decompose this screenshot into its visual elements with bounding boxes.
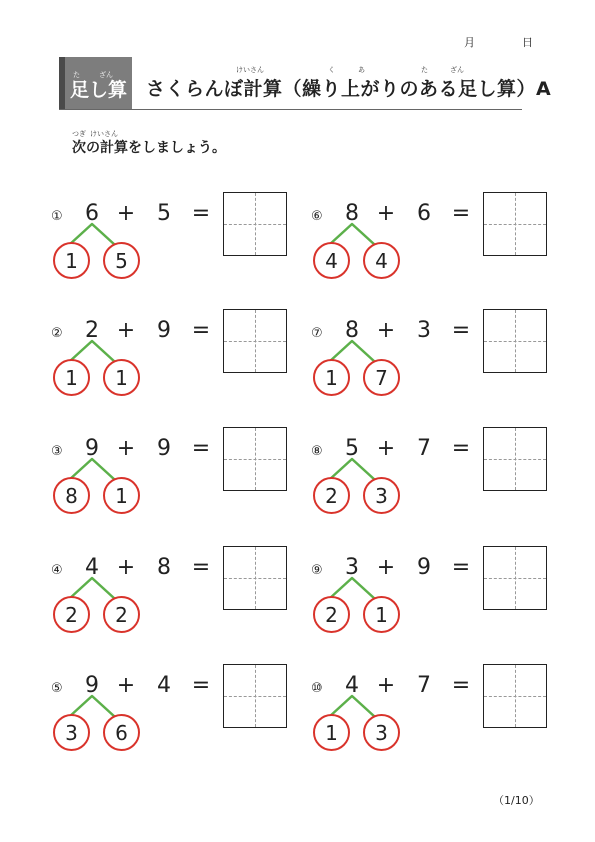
first-addend: 8 <box>345 201 359 226</box>
problem <box>51 201 291 311</box>
problem <box>311 318 551 428</box>
problem-number: ⑤ <box>51 681 63 696</box>
problem <box>311 436 551 546</box>
problem <box>311 673 551 783</box>
first-addend: 8 <box>345 318 359 343</box>
cherry-right: 1 <box>103 359 140 396</box>
equals-sign: = <box>451 555 471 580</box>
problem-number: ② <box>51 326 63 341</box>
cherry-right: 6 <box>103 714 140 751</box>
equals-sign: = <box>191 673 211 698</box>
equals-sign: = <box>451 201 471 226</box>
title-ruby: けいさん <box>236 66 264 74</box>
equals-sign: = <box>451 673 471 698</box>
instruction-ruby: けいさん <box>90 130 118 138</box>
second-addend: 9 <box>157 436 171 461</box>
instruction-ruby: つぎ <box>72 130 86 138</box>
title-ruby: た <box>421 66 428 74</box>
cherry-left: 2 <box>53 596 90 633</box>
plus-sign: + <box>376 318 396 343</box>
cherry-left: 2 <box>313 596 350 633</box>
cherry-right: 5 <box>103 242 140 279</box>
answer-box[interactable] <box>223 192 287 256</box>
plus-sign: + <box>376 201 396 226</box>
plus-sign: + <box>376 555 396 580</box>
second-addend: 7 <box>417 673 431 698</box>
badge-ruby: ざん <box>99 71 113 79</box>
plus-sign: + <box>116 555 136 580</box>
equals-sign: = <box>191 436 211 461</box>
cherry-right: 3 <box>363 714 400 751</box>
problem-number: ⑦ <box>311 326 323 341</box>
equals-sign: = <box>191 555 211 580</box>
title-ruby: ざん <box>450 66 464 74</box>
cherry-right: 7 <box>363 359 400 396</box>
first-addend: 6 <box>85 201 99 226</box>
second-addend: 8 <box>157 555 171 580</box>
answer-box[interactable] <box>483 192 547 256</box>
second-addend: 9 <box>157 318 171 343</box>
cherry-right: 4 <box>363 242 400 279</box>
equals-sign: = <box>191 318 211 343</box>
title-ruby: あ <box>358 66 365 74</box>
problem-number: ⑩ <box>311 681 323 696</box>
cherry-left: 2 <box>313 477 350 514</box>
page-title: さくらんぼ計算（繰り上がりのある足し算）A <box>146 78 552 100</box>
plus-sign: + <box>116 318 136 343</box>
problem-number: ③ <box>51 444 63 459</box>
answer-box[interactable] <box>223 546 287 610</box>
first-addend: 4 <box>85 555 99 580</box>
cherry-right: 3 <box>363 477 400 514</box>
cherry-right: 1 <box>103 477 140 514</box>
answer-box[interactable] <box>223 309 287 373</box>
problem <box>51 555 291 665</box>
equals-sign: = <box>191 201 211 226</box>
cherry-right: 1 <box>363 596 400 633</box>
cherry-left: 1 <box>53 242 90 279</box>
plus-sign: + <box>116 201 136 226</box>
instruction-text: 次の計算をしましょう。 <box>72 140 226 156</box>
first-addend: 3 <box>345 555 359 580</box>
second-addend: 7 <box>417 436 431 461</box>
first-addend: 9 <box>85 436 99 461</box>
badge-ruby: た <box>73 71 80 79</box>
cherry-left: 1 <box>53 359 90 396</box>
month-label: 月 <box>464 36 475 49</box>
cherry-left: 3 <box>53 714 90 751</box>
cherry-right: 2 <box>103 596 140 633</box>
problem-number: ④ <box>51 563 63 578</box>
title-ruby: く <box>328 66 335 74</box>
problem <box>51 318 291 428</box>
second-addend: 4 <box>157 673 171 698</box>
problem <box>51 436 291 546</box>
answer-box[interactable] <box>483 546 547 610</box>
problem-number: ⑨ <box>311 563 323 578</box>
first-addend: 4 <box>345 673 359 698</box>
first-addend: 2 <box>85 318 99 343</box>
cherry-left: 8 <box>53 477 90 514</box>
problem-number: ① <box>51 209 63 224</box>
problem-number: ⑥ <box>311 209 323 224</box>
answer-box[interactable] <box>223 427 287 491</box>
answer-box[interactable] <box>483 427 547 491</box>
second-addend: 6 <box>417 201 431 226</box>
cherry-left: 4 <box>313 242 350 279</box>
problem-number: ⑧ <box>311 444 323 459</box>
plus-sign: + <box>376 436 396 461</box>
second-addend: 3 <box>417 318 431 343</box>
plus-sign: + <box>116 436 136 461</box>
answer-box[interactable] <box>223 664 287 728</box>
answer-box[interactable] <box>483 309 547 373</box>
plus-sign: + <box>376 673 396 698</box>
first-addend: 5 <box>345 436 359 461</box>
equals-sign: = <box>451 436 471 461</box>
problem <box>311 555 551 665</box>
subject-badge <box>59 57 132 109</box>
problem <box>311 201 551 311</box>
first-addend: 9 <box>85 673 99 698</box>
answer-box[interactable] <box>483 664 547 728</box>
subject-badge-label: 足し算 <box>69 78 127 101</box>
cherry-left: 1 <box>313 714 350 751</box>
page-number: （1/10） <box>493 794 540 807</box>
equals-sign: = <box>451 318 471 343</box>
problem <box>51 673 291 783</box>
cherry-left: 1 <box>313 359 350 396</box>
plus-sign: + <box>116 673 136 698</box>
day-label: 日 <box>522 36 533 49</box>
second-addend: 9 <box>417 555 431 580</box>
title-underline <box>59 109 522 110</box>
second-addend: 5 <box>157 201 171 226</box>
